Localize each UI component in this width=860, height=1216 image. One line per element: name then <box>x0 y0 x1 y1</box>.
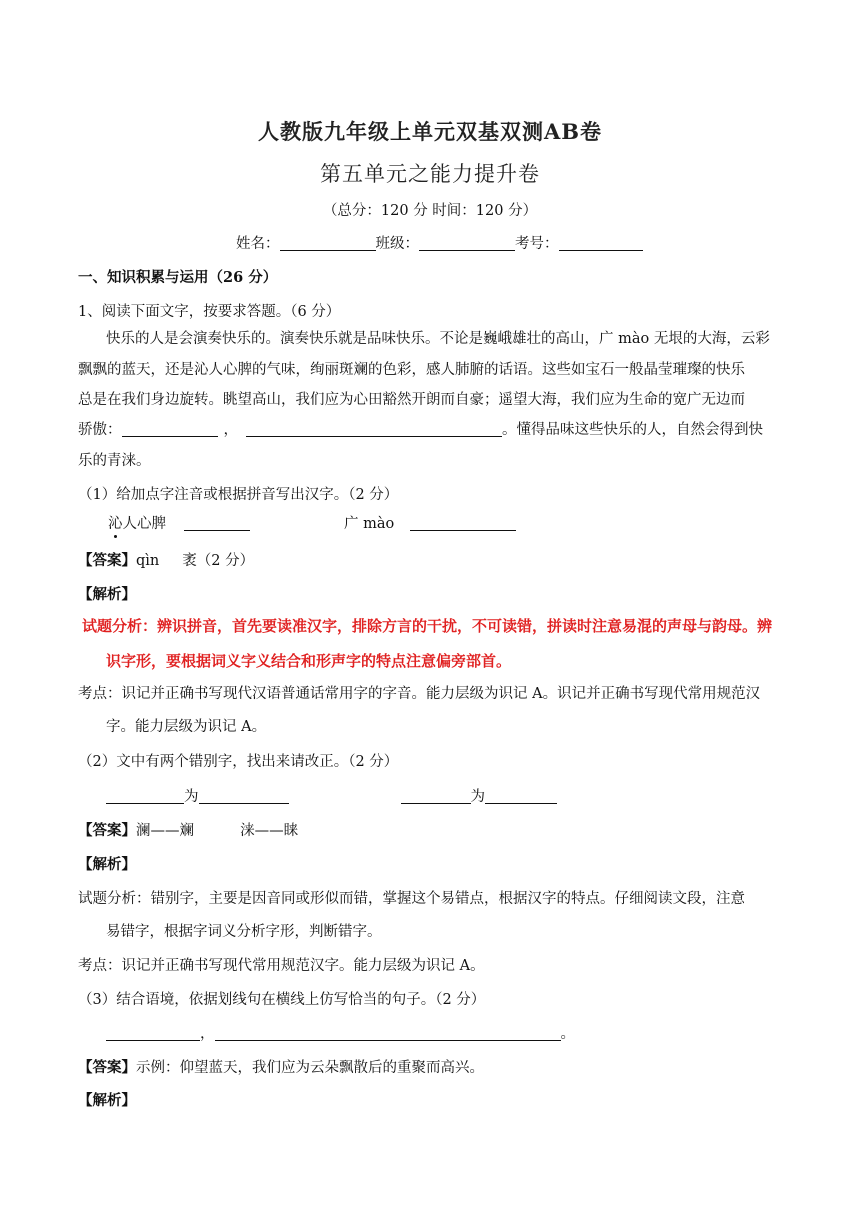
imitation-answer-row <box>106 1024 575 1044</box>
wei-text: 为 <box>470 789 485 805</box>
exam-point: 考点：识记并正确书写现代常用规范汉字。能力层级为识记 A。 <box>78 958 485 974</box>
sub-question-2-stem: （2）文中有两个错别字，找出来请改正。（2 分） <box>78 754 399 770</box>
pinyin-item-1: 人心脾 <box>122 516 166 532</box>
section-heading: 一、知识积累与运用（26 分） <box>78 269 278 286</box>
analysis-label: 【解析】 <box>78 586 136 603</box>
name-label: 姓名： <box>236 236 280 252</box>
class-blank[interactable] <box>419 234 515 251</box>
correction-blank-1a[interactable] <box>106 787 184 804</box>
answer-value: 示例：仰望蓝天，我们应为云朵飘散后的重聚而高兴。 <box>136 1060 484 1076</box>
passage-line: 快乐的人是会演奏快乐的。演奏快乐就是品味快乐。不论是巍峨雄壮的高山，广 mào 无垠的大海，云彩 <box>106 331 770 347</box>
analysis-label: 【解析】 <box>78 1092 136 1109</box>
imitation-answer-blank-2[interactable] <box>215 1024 561 1041</box>
name-blank[interactable] <box>280 234 376 251</box>
exam-point: 字。能力层级为识记 A。 <box>106 719 267 735</box>
analysis-label: 【解析】 <box>78 856 136 873</box>
passage-text: 。懂得品味这些快乐的人，自然会得到快 <box>502 422 763 438</box>
sub-question-3-stem: （3）结合语境，依据划线句在横线上仿写恰当的句子。（2 分） <box>78 992 486 1008</box>
pinyin-blank-2[interactable] <box>410 514 516 531</box>
answer-3 <box>78 1058 484 1078</box>
passage-line: 总是在我们身边旋转。眺望高山，我们应为心田豁然开朗而自豪；遥望大海，我们应为生命的宽广无边而 <box>78 392 745 408</box>
answer-1 <box>78 551 254 571</box>
analysis-text: 易错字，根据字词义分析字形，判断错字。 <box>106 924 382 940</box>
imitation-blank-2[interactable] <box>246 420 502 437</box>
sub-question-1-stem: （1）给加点字注音或根据拼音写出汉字。（2 分） <box>78 487 399 503</box>
answer-value: qìn 袤（2 分） <box>136 553 255 569</box>
exam-subtitle: 第五单元之能力提升卷 <box>320 162 540 186</box>
imitation-answer-blank-1[interactable] <box>106 1024 200 1041</box>
analysis-text: 试题分析：错别字，主要是因音同或形似而错，掌握这个易错点，根据汉字的特点。仔细阅读文段，注意 <box>78 891 745 907</box>
student-info-row <box>236 234 643 254</box>
answer-2 <box>78 821 298 841</box>
answer-label: 【答案】 <box>78 552 136 569</box>
score-time: （总分：120 分 时间：120 分） <box>322 203 538 219</box>
exam-no-label: 考号： <box>515 236 559 252</box>
passage-text: 骄傲： <box>78 422 122 438</box>
correction-blank-1b[interactable] <box>199 787 289 804</box>
answer-label: 【答案】 <box>78 822 136 839</box>
exam-title: 人教版九年级上单元双基双测AB卷 <box>257 119 603 144</box>
pinyin-blank-1[interactable] <box>184 514 250 531</box>
wei-text: 为 <box>184 789 199 805</box>
question-1-stem: 1、阅读下面文字，按要求答题。（6 分） <box>78 304 341 320</box>
passage-line: 乐的青涞。 <box>78 453 151 469</box>
answer-value: 澜——斓 涞——睐 <box>136 823 299 839</box>
correction-blank-2a[interactable] <box>401 787 471 804</box>
class-label: 班级： <box>375 236 419 252</box>
analysis-text-red: 试题分析：辨识拼音，首先要读准汉字，排除方言的干扰，不可读错，拼读时注意易混的声母与韵母。辨 <box>82 617 773 635</box>
passage-line <box>78 420 763 440</box>
analysis-text-red: 识字形，要根据词义字义结合和形声字的特点注意偏旁部首。 <box>106 652 512 670</box>
correction-blank-2b[interactable] <box>485 787 557 804</box>
imitation-blank-1[interactable] <box>122 420 218 437</box>
correction-row <box>106 787 557 807</box>
pinyin-items-row <box>108 514 516 534</box>
passage-line: 飘飘的蓝天，还是沁人心脾的气味，绚丽斑斓的色彩，感人肺腑的话语。这些如宝石一般晶莹璀璨的快乐 <box>78 362 745 378</box>
exam-no-blank[interactable] <box>559 234 643 251</box>
dotted-character: 沁 <box>108 516 123 532</box>
period-text: 。 <box>560 1026 575 1042</box>
exam-point: 考点：识记并正确书写现代汉语普通话常用字的字音。能力层级为识记 A。识记并正确书写现代常用规范汉 <box>78 686 761 702</box>
answer-label: 【答案】 <box>78 1059 136 1076</box>
comma-text: ， <box>200 1026 215 1042</box>
pinyin-item-2: 广 mào <box>344 516 395 532</box>
passage-comma: ， <box>223 422 238 438</box>
